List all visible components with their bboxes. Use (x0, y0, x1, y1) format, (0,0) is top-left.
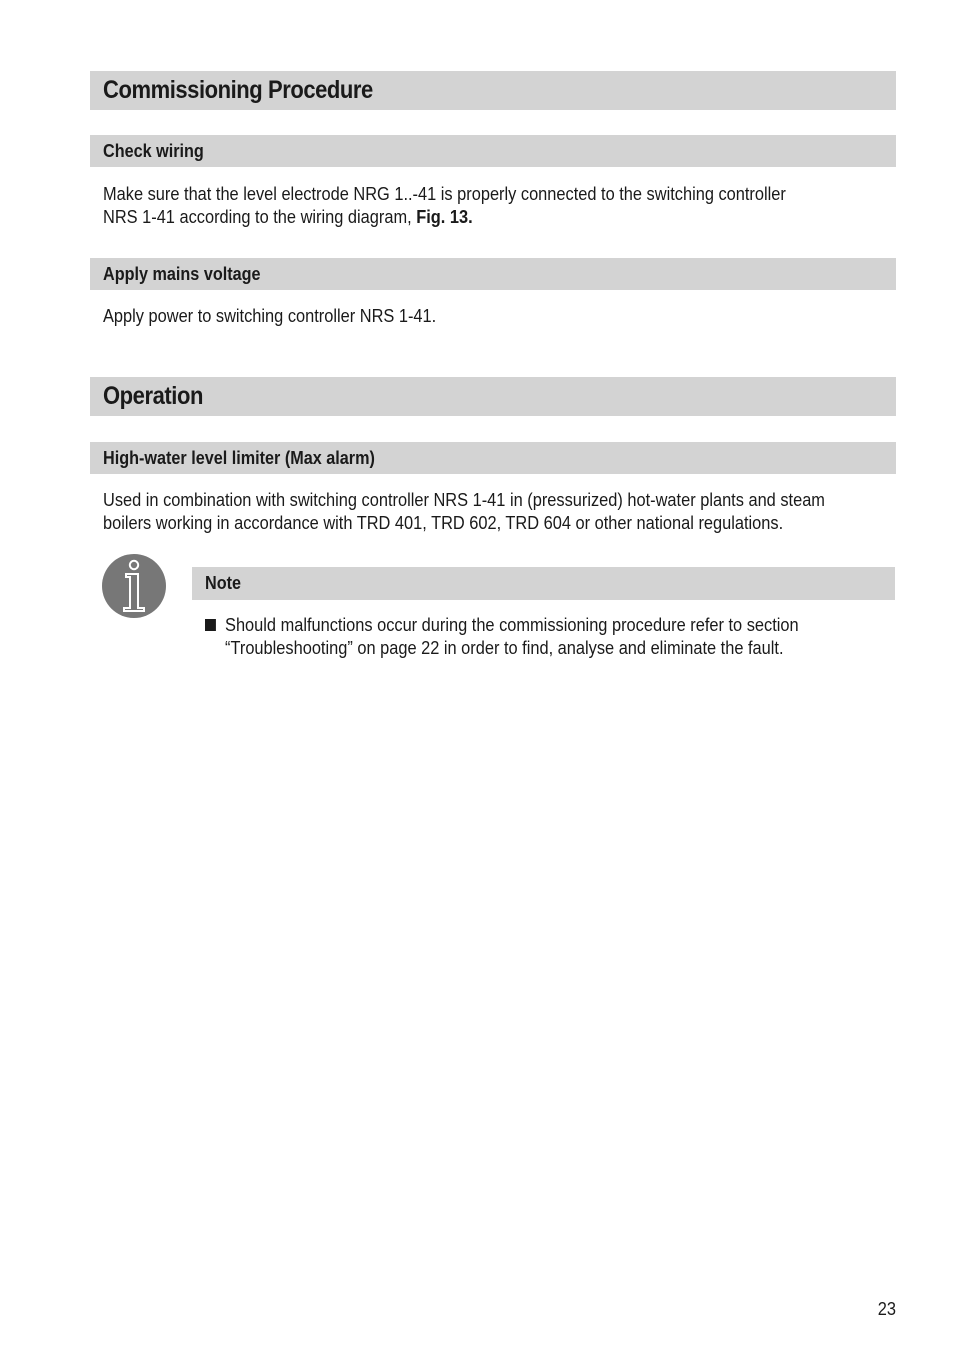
note-title: Note (205, 573, 241, 593)
list-item-line: Should malfunctions occur during the commissioning procedure refer to section (225, 615, 799, 635)
figure-reference: Fig. 13. (416, 207, 473, 227)
paragraph-line (103, 206, 831, 229)
list-item (205, 614, 842, 660)
subsection-title-apply-mains: Apply mains voltage (103, 264, 261, 284)
subsection-title-check-wiring: Check wiring (103, 141, 204, 161)
paragraph-line: Apply power to switching controller NRS 1-41. (103, 306, 437, 326)
paragraph-line: Used in combination with switching controller NRS 1-41 in (pressurized) hot-water plants and steam (103, 490, 825, 510)
subsection-heading-bar-high-water (90, 442, 896, 474)
info-icon (102, 554, 166, 618)
paragraph-high-water (103, 489, 831, 535)
paragraph-text: NRS 1-41 according to the wiring diagram, (103, 207, 417, 227)
paragraph-apply-mains (103, 305, 831, 328)
subsection-heading-bar-check-wiring (90, 135, 896, 167)
section-heading-bar-commissioning (90, 71, 896, 110)
subsection-heading-bar-apply-mains (90, 258, 896, 290)
subsection-title-high-water: High-water level limiter (Max alarm) (103, 448, 375, 468)
list-item-line: “Troubleshooting” on page 22 in order to find, analyse and eliminate the fault. (225, 638, 784, 658)
note-list (205, 614, 905, 660)
square-bullet-icon (205, 619, 216, 631)
paragraph-check-wiring (103, 183, 831, 229)
page-number: 23 (877, 1299, 896, 1319)
paragraph-line: boilers working in accordance with TRD 401, TRD 602, TRD 604 or other national regulations. (103, 513, 784, 533)
note-heading-bar (192, 567, 895, 600)
paragraph-line: Make sure that the level electrode NRG 1..-41 is properly connected to the switching controller (103, 184, 786, 204)
section-heading-bar-operation (90, 377, 896, 416)
section-title-operation: Operation (103, 382, 203, 410)
section-title-commissioning: Commissioning Procedure (103, 76, 373, 104)
